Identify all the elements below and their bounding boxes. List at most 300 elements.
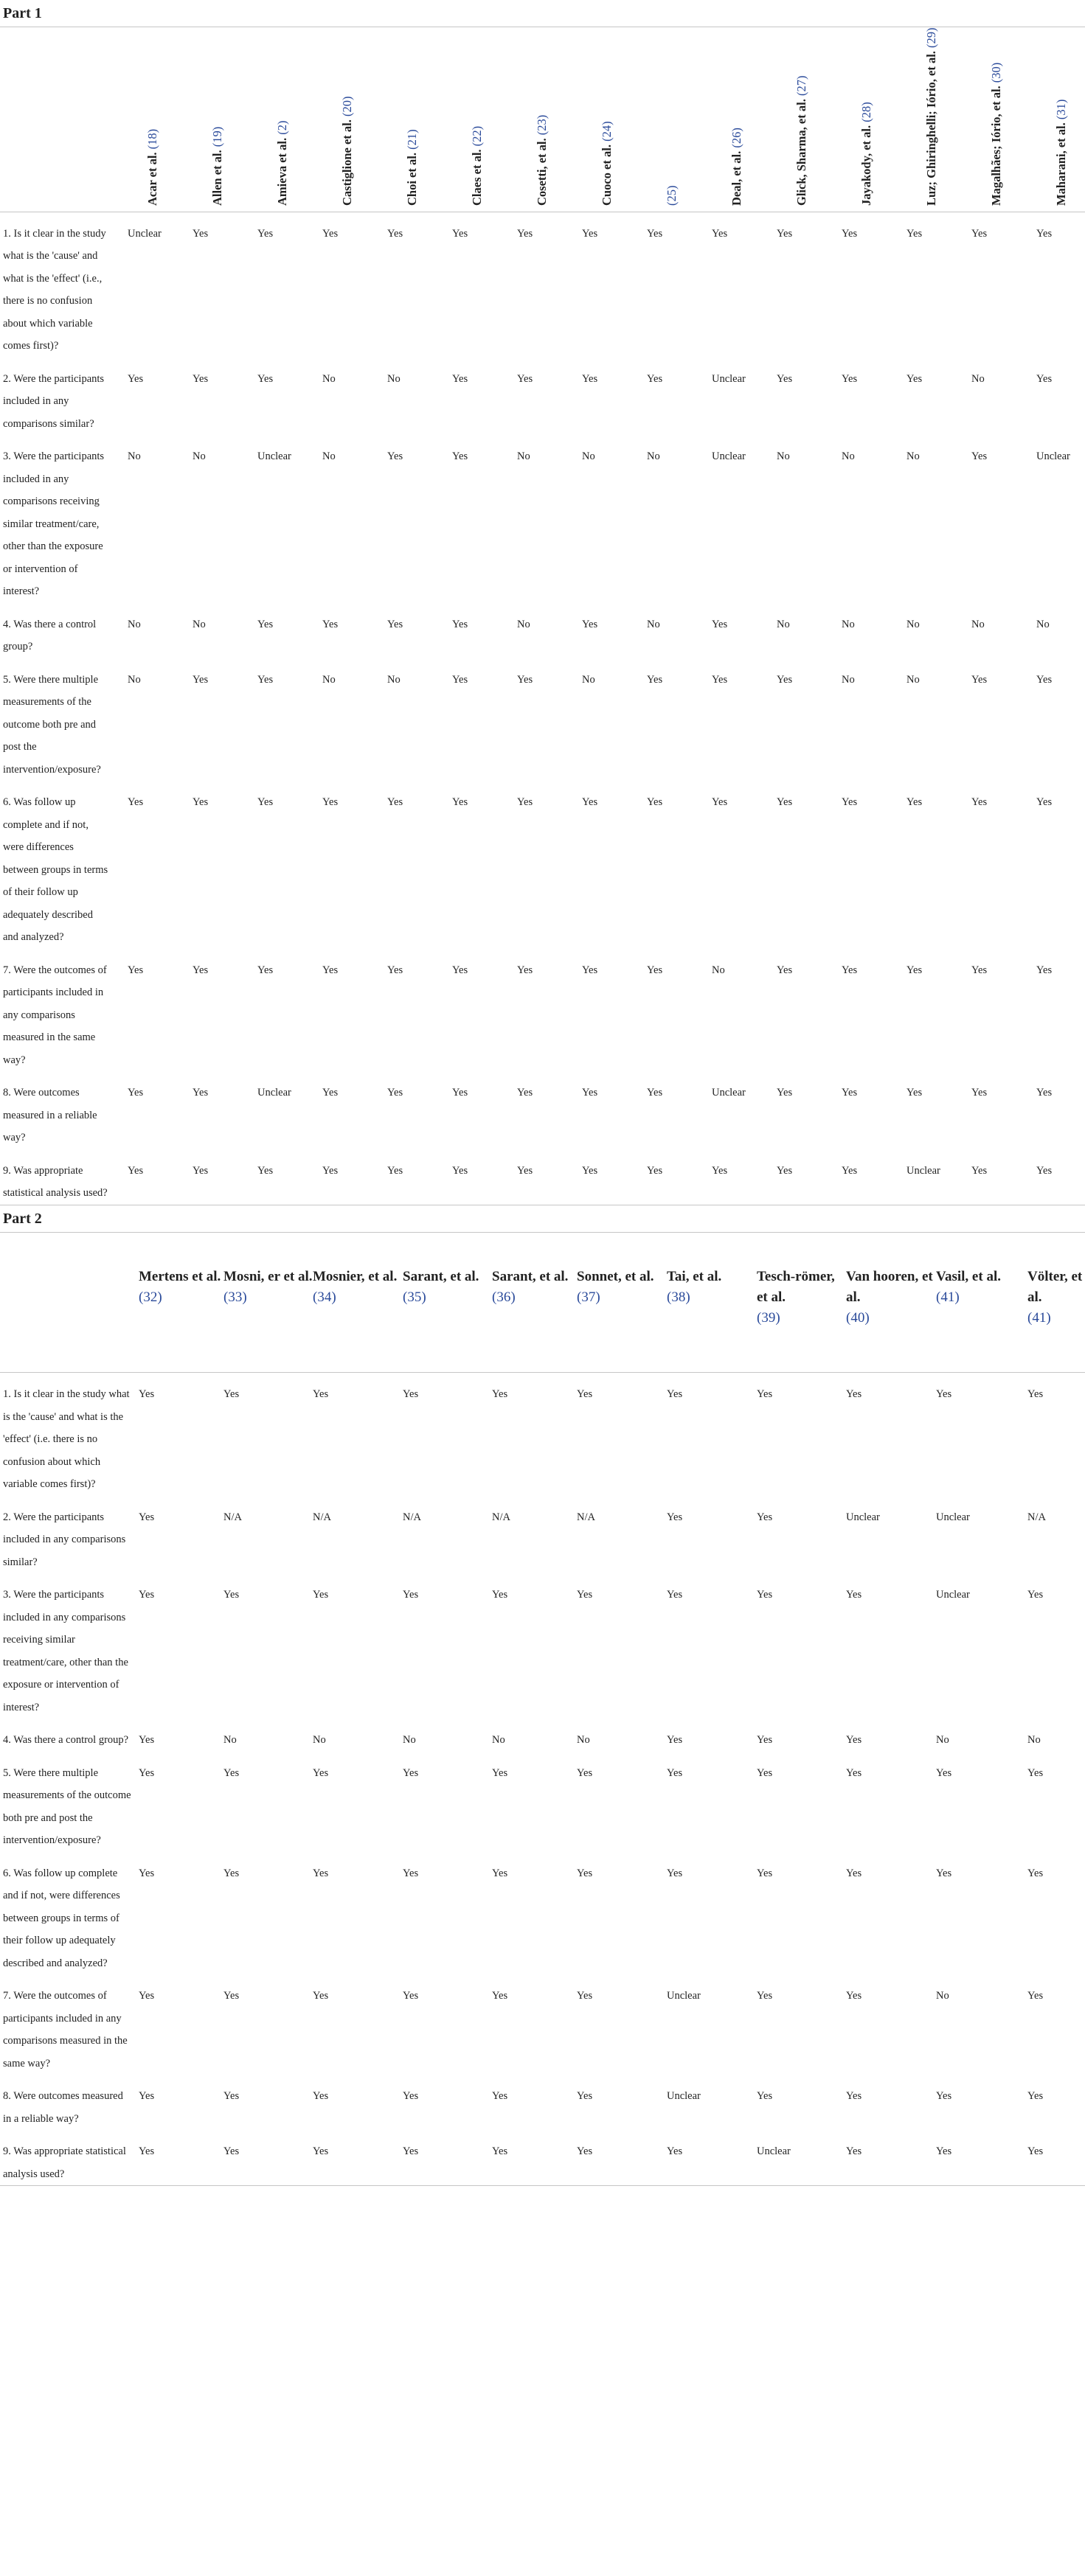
study-reference-link[interactable]: (37) (577, 1289, 600, 1305)
answer-cell: Yes (971, 796, 988, 808)
study-name: Sarant, et al. (403, 1268, 479, 1284)
answer-cell: Yes (582, 618, 598, 630)
answer-cell: No (936, 1734, 949, 1746)
answer-cell: Yes (322, 227, 339, 240)
part2-study-header (577, 1233, 667, 1373)
answer-cell: Yes (452, 372, 468, 385)
answer-cell: Unclear (712, 372, 746, 385)
answer-cell: Yes (257, 964, 274, 976)
answer-cell: Yes (223, 1766, 240, 1779)
answer-cell: Yes (647, 1087, 663, 1099)
answer-cell: Yes (582, 372, 598, 385)
study-reference-link[interactable]: (22) (470, 125, 484, 146)
answer-cell: No (907, 618, 920, 630)
answer-cell: Yes (403, 2090, 419, 2102)
answer-cell: No (128, 673, 141, 686)
answer-cell: Yes (517, 964, 533, 976)
study-reference-link[interactable]: (40) (846, 1309, 870, 1326)
study-reference-link[interactable]: (36) (492, 1289, 516, 1305)
answer-cell: No (492, 1734, 505, 1746)
study-name: Cosetti, et al. (535, 134, 549, 206)
answer-cell: Yes (452, 1164, 468, 1177)
answer-cell: No (647, 450, 660, 462)
answer-cell: Yes (842, 964, 858, 976)
answer-cell: Unclear (257, 1087, 291, 1099)
answer-cell: Unclear (936, 1511, 970, 1523)
answer-cell: Yes (777, 227, 793, 240)
answer-cell: Yes (582, 964, 598, 976)
answer-cell: Yes (757, 2090, 773, 2102)
answer-cell: Yes (971, 673, 988, 686)
answer-cell: Yes (582, 1087, 598, 1099)
answer-cell: Yes (757, 1990, 773, 2002)
answer-cell: Yes (1027, 1766, 1044, 1779)
answer-cell: Yes (139, 1867, 155, 1879)
answer-cell: Yes (193, 796, 209, 808)
answer-cell: Yes (971, 1164, 988, 1177)
question-cell: 4. Was there a control group? (3, 618, 97, 652)
study-reference-link[interactable]: (38) (667, 1289, 690, 1305)
answer-cell: Yes (387, 1087, 403, 1099)
study-reference-link[interactable]: (27) (794, 75, 808, 96)
answer-cell: Yes (322, 618, 339, 630)
study-reference-link[interactable]: (24) (600, 120, 614, 142)
study-reference-link[interactable]: (2) (275, 120, 289, 135)
answer-cell: No (907, 673, 920, 686)
answer-cell: Yes (223, 2090, 240, 2102)
study-reference-link[interactable]: (28) (859, 101, 873, 122)
table-row (0, 212, 1085, 358)
answer-cell: Yes (452, 673, 468, 686)
answer-cell: Yes (971, 450, 988, 462)
question-cell: 7. Were the outcomes of participants included in any comparisons measured in the same way? (3, 1990, 128, 2069)
answer-cell: Yes (403, 1990, 419, 2002)
answer-cell: Yes (492, 1990, 508, 2002)
answer-cell: Yes (139, 1388, 155, 1400)
answer-cell: Yes (757, 1589, 773, 1601)
table-row (0, 1496, 1085, 1574)
answer-cell: Yes (452, 1087, 468, 1099)
answer-cell: Yes (193, 1164, 209, 1177)
answer-cell: Yes (712, 796, 728, 808)
table-row (0, 2075, 1085, 2130)
answer-cell: Yes (577, 2090, 593, 2102)
answer-cell: Yes (971, 227, 988, 240)
answer-cell: Yes (1036, 964, 1053, 976)
study-name: Tesch-römer, et al. (757, 1268, 835, 1305)
answer-cell: No (387, 673, 401, 686)
answer-cell: Yes (777, 1087, 793, 1099)
answer-cell: No (322, 372, 336, 385)
question-cell: 7. Were the outcomes of participants included in any comparisons measured in the same way? (3, 964, 107, 1066)
answer-cell: Yes (517, 796, 533, 808)
part1-study-header (828, 27, 893, 212)
answer-cell: Yes (223, 1388, 240, 1400)
answer-cell: Yes (403, 1589, 419, 1601)
study-name: Magalhães; Iório, et al. (989, 82, 1003, 206)
question-cell: 9. Was appropriate statistical analysis used? (3, 2145, 126, 2180)
part2-study-header (139, 1233, 223, 1373)
answer-cell: Yes (257, 618, 274, 630)
answer-cell: Yes (842, 1164, 858, 1177)
answer-cell: No (322, 673, 336, 686)
answer-cell: N/A (492, 1511, 510, 1523)
question-cell: 2. Were the participants included in any comparisons similar? (3, 372, 105, 430)
answer-cell: Yes (452, 618, 468, 630)
answer-cell: Yes (128, 372, 144, 385)
answer-cell: Yes (846, 2145, 862, 2157)
answer-cell: Yes (128, 1087, 144, 1099)
answer-cell: Yes (577, 1867, 593, 1879)
answer-cell: Unclear (257, 450, 291, 462)
study-reference-link[interactable]: (20) (340, 96, 354, 116)
answer-cell: Yes (582, 796, 598, 808)
answer-cell: Yes (647, 1164, 663, 1177)
answer-cell: Yes (667, 2145, 683, 2157)
answer-cell: Yes (139, 2145, 155, 2157)
answer-cell: Yes (517, 1087, 533, 1099)
answer-cell: Yes (313, 1867, 329, 1879)
table-row (0, 603, 1085, 658)
study-name: Völter, et al. (1027, 1268, 1083, 1305)
table-row (0, 1974, 1085, 2075)
answer-cell: Yes (842, 796, 858, 808)
question-cell: 3. Were the participants included in any comparisons receiving similar treatment/care, other than the exposure or intervention of interest? (3, 450, 105, 597)
question-cell: 6. Was follow up complete and if not, were differences between groups in terms of their follow up adequately described and analyzed? (3, 1867, 120, 1969)
answer-cell: Yes (452, 964, 468, 976)
study-name: Cuoco et al. (600, 141, 614, 206)
answer-cell: Yes (223, 2145, 240, 2157)
answer-cell: Yes (313, 1388, 329, 1400)
study-name: Choi et al. (405, 149, 419, 206)
study-name: Van hooren, et al. (846, 1268, 933, 1305)
study-reference-link[interactable]: (18) (145, 128, 159, 149)
study-reference-link[interactable]: (31) (1054, 99, 1068, 119)
question-cell: 1. Is it clear in the study what is the 'cause' and what is the 'effect' (i.e. there is no confusion about which variable comes first)? (3, 1388, 130, 1490)
answer-cell: No (842, 450, 855, 462)
answer-cell: Yes (492, 1589, 508, 1601)
answer-cell: Yes (577, 1388, 593, 1400)
answer-cell: Yes (846, 1589, 862, 1601)
answer-cell: Yes (387, 227, 403, 240)
answer-cell: Yes (667, 1734, 683, 1746)
answer-cell: Yes (1036, 673, 1053, 686)
answer-cell: Yes (128, 1164, 144, 1177)
study-name: Mosni, er et al. (223, 1268, 313, 1284)
answer-cell: Unclear (907, 1164, 940, 1177)
answer-cell: Yes (712, 673, 728, 686)
answer-cell: Yes (582, 1164, 598, 1177)
study-reference-link[interactable]: (30) (989, 62, 1003, 83)
question-cell: 9. Was appropriate statistical analysis used? (3, 1164, 108, 1199)
answer-cell: Yes (846, 1734, 862, 1746)
answer-cell: No (403, 1734, 416, 1746)
study-name: Allen et al. (210, 146, 224, 206)
answer-cell: Yes (257, 796, 274, 808)
answer-cell: Yes (517, 1164, 533, 1177)
answer-cell: Yes (1027, 1867, 1044, 1879)
answer-cell: Unclear (667, 1990, 701, 2002)
answer-cell: Yes (647, 673, 663, 686)
answer-cell: Unclear (712, 1087, 746, 1099)
answer-cell: Yes (403, 2145, 419, 2157)
answer-cell: Yes (313, 1990, 329, 2002)
study-name: Deal, et al. (729, 147, 743, 206)
answer-cell: Yes (1027, 2090, 1044, 2102)
part1-study-header (893, 27, 958, 212)
answer-cell: Yes (128, 964, 144, 976)
answer-cell: Yes (1036, 1087, 1053, 1099)
answer-cell: No (712, 964, 725, 976)
answer-cell: Yes (492, 1867, 508, 1879)
study-reference-link[interactable]: (35) (403, 1289, 426, 1305)
answer-cell: No (322, 450, 336, 462)
answer-cell: Yes (322, 1087, 339, 1099)
study-reference-link[interactable]: (23) (535, 114, 549, 135)
study-name: Mosnier, et al. (313, 1268, 398, 1284)
answer-cell: Yes (757, 1511, 773, 1523)
answer-cell: No (777, 450, 790, 462)
answer-cell: Yes (777, 1164, 793, 1177)
study-name: Sarant, et al. (492, 1268, 569, 1284)
table-row (0, 358, 1085, 436)
answer-cell: Yes (907, 372, 923, 385)
answer-cell: Yes (387, 964, 403, 976)
answer-cell: Unclear (128, 227, 162, 240)
study-reference-link[interactable]: (29) (924, 27, 938, 48)
answer-cell: Yes (712, 227, 728, 240)
answer-cell: No (313, 1734, 326, 1746)
study-name: Mertens et al. (139, 1268, 221, 1284)
answer-cell: No (647, 618, 660, 630)
answer-cell: Yes (387, 796, 403, 808)
study-name: Castiglione et al. (340, 116, 354, 206)
answer-cell: No (936, 1990, 949, 2002)
answer-cell: Yes (193, 964, 209, 976)
answer-cell: No (223, 1734, 237, 1746)
answer-cell: Yes (777, 673, 793, 686)
answer-cell: Yes (492, 1766, 508, 1779)
answer-cell: Yes (647, 796, 663, 808)
answer-cell: N/A (223, 1511, 242, 1523)
answer-cell: Yes (667, 1589, 683, 1601)
answer-cell: Yes (647, 372, 663, 385)
part1-study-header (309, 27, 374, 212)
answer-cell: Yes (647, 964, 663, 976)
answer-cell: Unclear (667, 2090, 701, 2102)
answer-cell: Yes (322, 964, 339, 976)
answer-cell: Yes (757, 1867, 773, 1879)
table-row (0, 1752, 1085, 1852)
study-name: Luz; Ghiringhelli; Iório, et al. (924, 47, 938, 206)
table-row (0, 949, 1085, 1072)
answer-cell: Yes (577, 1766, 593, 1779)
answer-cell: Yes (757, 1734, 773, 1746)
study-name: Maharani, et al. (1054, 119, 1068, 206)
part2-study-header (936, 1233, 1027, 1373)
answer-cell: N/A (1027, 1511, 1046, 1523)
answer-cell: Yes (257, 227, 274, 240)
answer-cell: Yes (907, 964, 923, 976)
answer-cell: Yes (846, 1867, 862, 1879)
part2-study-header (1027, 1233, 1085, 1373)
part2-study-header (313, 1233, 403, 1373)
answer-cell: Yes (452, 796, 468, 808)
answer-cell: Yes (577, 1990, 593, 2002)
answer-cell: Yes (846, 1990, 862, 2002)
answer-cell: Yes (667, 1867, 683, 1879)
answer-cell: No (907, 450, 920, 462)
answer-cell: Yes (907, 1087, 923, 1099)
answer-cell: No (582, 450, 595, 462)
study-reference-link[interactable]: (39) (757, 1309, 780, 1326)
answer-cell: No (387, 372, 401, 385)
part1-study-header (699, 27, 763, 212)
part1-table (0, 27, 1085, 1205)
part1-study-header (634, 27, 699, 212)
answer-cell: Yes (193, 372, 209, 385)
answer-cell: Yes (139, 2090, 155, 2102)
part1-body (0, 212, 1085, 1205)
answer-cell: Yes (777, 372, 793, 385)
answer-cell: Yes (452, 227, 468, 240)
study-name: Vasil, et al. (936, 1268, 1001, 1284)
part1-study-header (958, 27, 1023, 212)
table-row (0, 1071, 1085, 1149)
answer-cell: Yes (1036, 1164, 1053, 1177)
answer-cell: Yes (1027, 2145, 1044, 2157)
answer-cell: Yes (757, 1388, 773, 1400)
study-reference-link[interactable]: (25) (665, 185, 679, 206)
part1-study-header (763, 27, 828, 212)
part2-study-header (492, 1233, 577, 1373)
answer-cell: Yes (907, 796, 923, 808)
question-cell: 5. Were there multiple measurements of the outcome both pre and post the intervention/exposure? (3, 1766, 131, 1846)
answer-cell: Yes (257, 673, 274, 686)
table-row (0, 1852, 1085, 1975)
bottom-rule (0, 2185, 1085, 2186)
study-name: Tai, et al. (667, 1268, 722, 1284)
answer-cell: Yes (387, 618, 403, 630)
part2-study-header (667, 1233, 757, 1373)
study-reference-link[interactable]: (41) (1027, 1309, 1051, 1326)
answer-cell: Yes (492, 2145, 508, 2157)
answer-cell: N/A (577, 1511, 595, 1523)
part1-study-header (504, 27, 569, 212)
answer-cell: Yes (403, 1388, 419, 1400)
answer-cell: Yes (1027, 1589, 1044, 1601)
answer-cell: Yes (193, 227, 209, 240)
answer-cell: Yes (936, 1867, 952, 1879)
answer-cell: No (582, 673, 595, 686)
answer-cell: Yes (846, 1766, 862, 1779)
answer-cell: Yes (846, 1388, 862, 1400)
answer-cell: Yes (322, 796, 339, 808)
answer-cell: Yes (387, 450, 403, 462)
answer-cell: Yes (936, 2090, 952, 2102)
answer-cell: Yes (193, 673, 209, 686)
answer-cell: Yes (313, 1589, 329, 1601)
answer-cell: Unclear (936, 1589, 970, 1601)
part1-title: Part 1 (0, 0, 1085, 27)
part2-corner-cell (0, 1233, 139, 1373)
study-reference-link[interactable]: (19) (210, 126, 224, 147)
part2-title: Part 2 (0, 1205, 1085, 1233)
table-row (0, 1373, 1085, 1496)
answer-cell: Unclear (1036, 450, 1070, 462)
answer-cell: Yes (667, 1766, 683, 1779)
study-reference-link[interactable]: (33) (223, 1289, 247, 1305)
answer-cell: Yes (1027, 1990, 1044, 2002)
answer-cell: Yes (403, 1766, 419, 1779)
answer-cell: Yes (712, 1164, 728, 1177)
part2-study-header (223, 1233, 313, 1373)
table-row (0, 435, 1085, 603)
study-name: Glick, Sharma, et al. (794, 95, 808, 206)
table-row (0, 658, 1085, 781)
answer-cell: No (517, 450, 530, 462)
answer-cell: Yes (971, 1087, 988, 1099)
study-name: Sonnet, et al. (577, 1268, 654, 1284)
study-reference-link[interactable]: (41) (936, 1289, 960, 1305)
part2-body (0, 1373, 1085, 2186)
answer-cell: Yes (842, 227, 858, 240)
answer-cell: No (128, 450, 141, 462)
answer-cell: Yes (936, 1766, 952, 1779)
answer-cell: Yes (128, 796, 144, 808)
question-cell: 1. Is it clear in the study what is the 'cause' and what is the 'effect' (i.e., there is no confusion about which variable comes first)? (3, 227, 106, 352)
answer-cell: No (842, 673, 855, 686)
answer-cell: Yes (1036, 372, 1053, 385)
question-cell: 4. Was there a control group? (3, 1734, 129, 1746)
part1-study-header (374, 27, 439, 212)
answer-cell: No (193, 618, 206, 630)
study-reference-link[interactable]: (21) (405, 128, 419, 150)
answer-cell: Yes (139, 1990, 155, 2002)
answer-cell: Unclear (757, 2145, 791, 2157)
answer-cell: Yes (492, 2090, 508, 2102)
question-cell: 6. Was follow up complete and if not, were differences between groups in terms of their follow up adequately described and analyzed? (3, 796, 108, 943)
study-reference-link[interactable]: (34) (313, 1289, 336, 1305)
study-reference-link[interactable]: (32) (139, 1289, 162, 1305)
part1-header-row (0, 27, 1085, 212)
answer-cell: Yes (403, 1867, 419, 1879)
answer-cell: Unclear (712, 450, 746, 462)
study-name: Acar et al. (145, 148, 159, 206)
table-row (0, 2130, 1085, 2185)
table-row (0, 1719, 1085, 1752)
answer-cell: Yes (492, 1388, 508, 1400)
answer-cell: Yes (313, 1766, 329, 1779)
part2-header-row (0, 1233, 1085, 1373)
answer-cell: Yes (667, 1511, 683, 1523)
answer-cell: Yes (322, 1164, 339, 1177)
part1-study-header (179, 27, 244, 212)
table-row (0, 1573, 1085, 1719)
question-cell: 8. Were outcomes measured in a reliable way? (3, 1087, 97, 1143)
answer-cell: Yes (842, 372, 858, 385)
answer-cell: No (1027, 1734, 1041, 1746)
answer-cell: Yes (517, 227, 533, 240)
part1-corner-cell (0, 27, 114, 212)
answer-cell: No (777, 618, 790, 630)
answer-cell: Yes (647, 227, 663, 240)
study-reference-link[interactable]: (26) (729, 127, 743, 148)
answer-cell: Yes (313, 2145, 329, 2157)
part2-study-header (846, 1233, 936, 1373)
answer-cell: No (577, 1734, 590, 1746)
answer-cell: Yes (517, 673, 533, 686)
